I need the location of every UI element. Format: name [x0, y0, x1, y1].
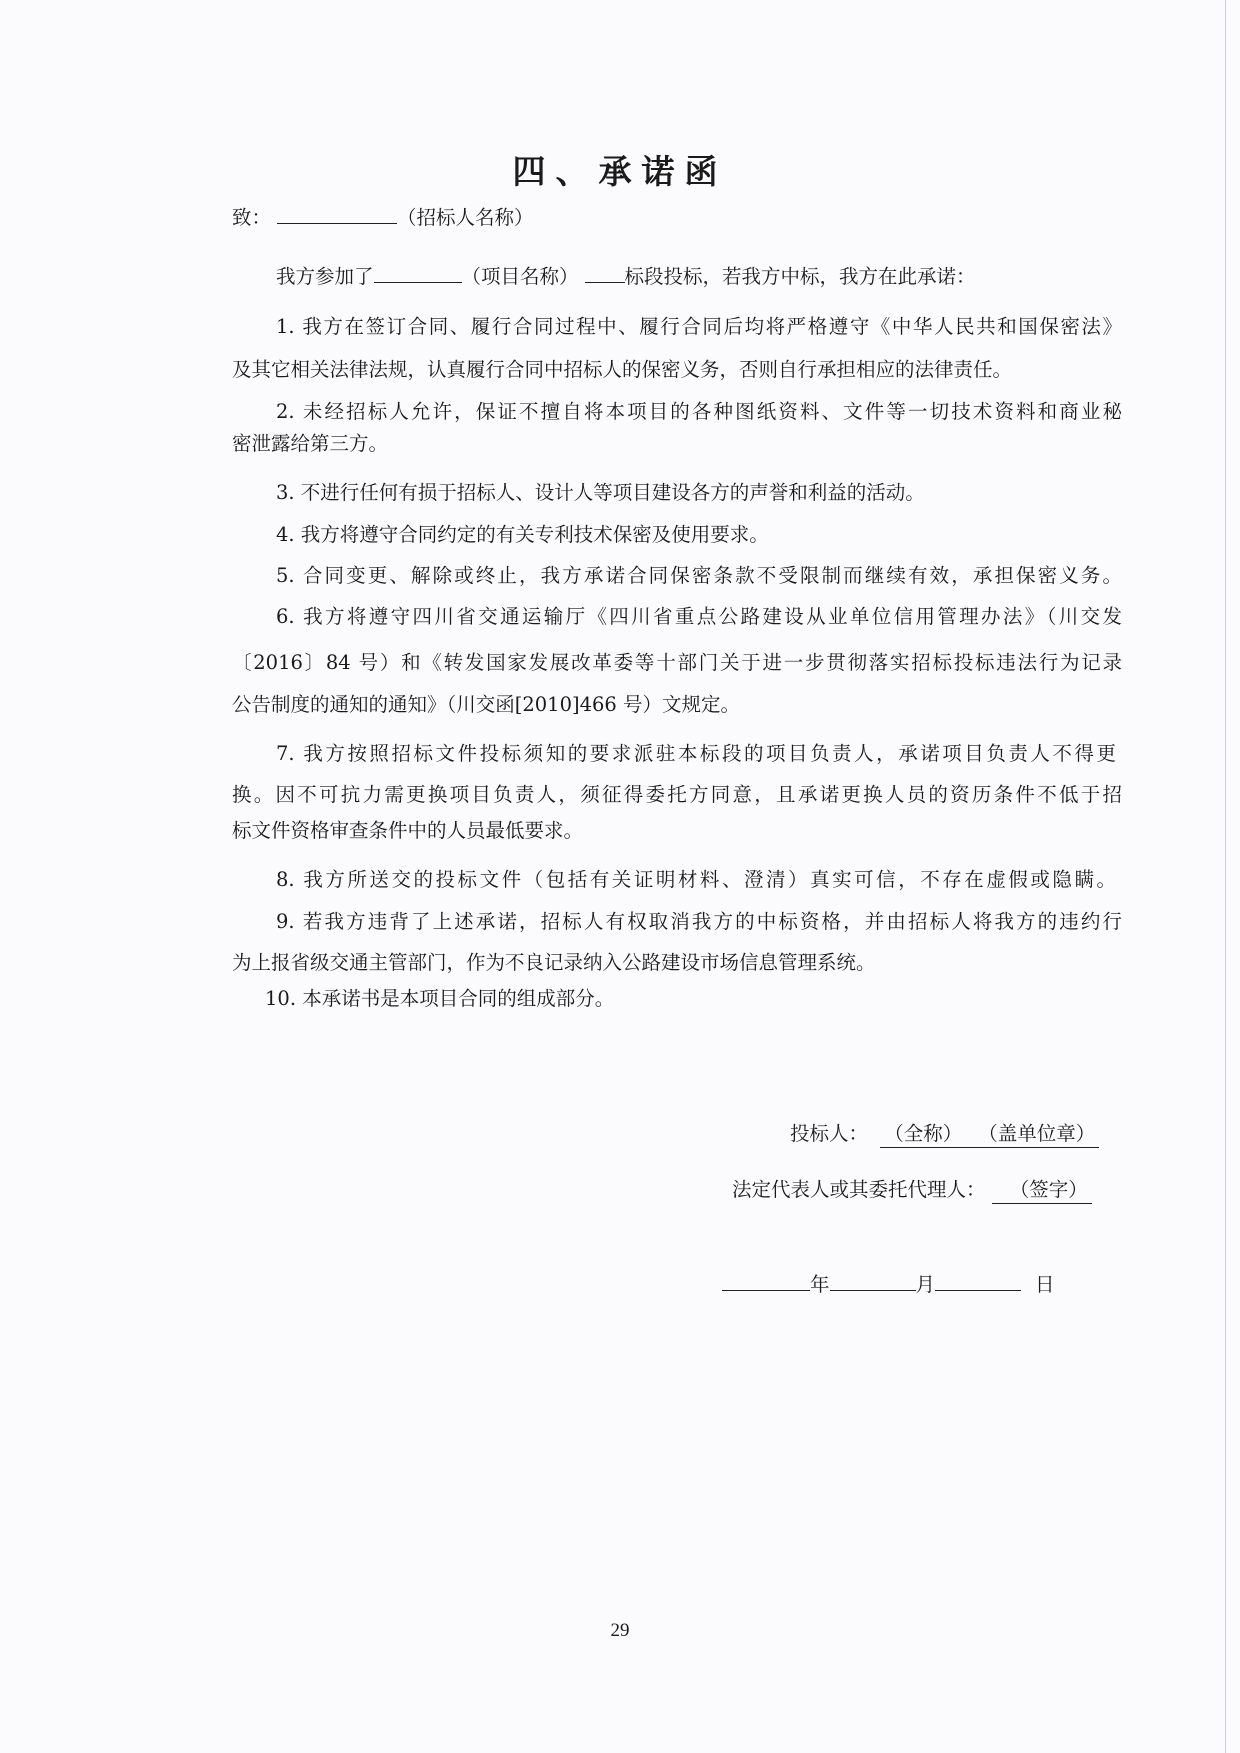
item-6-line-2: 〔2016〕84 号）和《转发国家发展改革委等十部门关于进一步贯彻落实招标投标违法行为记录 — [232, 651, 1122, 674]
intro-line — [276, 262, 976, 291]
year-label: 年 — [810, 1273, 830, 1296]
bidder-label: 投标人： — [790, 1122, 869, 1145]
page-number: 29 — [610, 1620, 630, 1641]
addressee-line — [232, 203, 534, 232]
item-9-line-1: 9. 若我方违背了上述承诺，招标人有权取消我方的中标资格，并由招标人将我方的违约行 — [276, 910, 1122, 933]
addressee-blank[interactable] — [277, 203, 397, 224]
bidder-fullname: （全称） — [884, 1122, 963, 1145]
representative-sign-field[interactable] — [992, 1178, 1092, 1204]
item-2-line-1: 2. 未经招标人允许，保证不擅自将本项目的各种图纸资料、文件等一切技术资料和商业秘 — [276, 400, 1122, 423]
year-blank[interactable] — [722, 1270, 810, 1291]
addressee-prefix: 致： — [232, 206, 272, 229]
item-6-line-1: 6. 我方将遵守四川省交通运输厅《四川省重点公路建设从业单位信用管理办法》（川交发 — [276, 605, 1122, 628]
item-3: 3. 不进行任何有损于招标人、设计人等项目建设各方的声誉和利益的活动。 — [276, 481, 925, 504]
bidder-seal: （盖单位章） — [978, 1122, 1096, 1145]
item-4: 4. 我方将遵守合同约定的有关专利技术保密及使用要求。 — [276, 523, 769, 546]
representative-line — [732, 1176, 1092, 1204]
item-10: 10. 本承诺书是本项目合同的组成部分。 — [265, 987, 615, 1010]
addressee-placeholder: （招标人名称） — [397, 206, 534, 229]
project-name-blank[interactable] — [374, 262, 462, 283]
item-9-line-2: 为上报省级交通主管部门，作为不良记录纳入公路建设市场信息管理系统。 — [232, 951, 876, 974]
date-line — [722, 1270, 1055, 1299]
item-7-line-3: 标文件资格审查条件中的人员最低要求。 — [232, 819, 584, 842]
representative-label: 法定代表人或其委托代理人： — [732, 1178, 986, 1201]
intro-text-1: 我方参加了 — [276, 265, 374, 288]
month-label: 月 — [915, 1273, 936, 1296]
day-label: 日 — [1035, 1273, 1055, 1296]
section-blank[interactable] — [585, 262, 625, 283]
page-edge — [1225, 0, 1226, 1753]
item-6-line-3: 公告制度的通知的通知》（川交函[2010]466 号）文规定。 — [232, 693, 741, 716]
day-blank[interactable] — [935, 1270, 1021, 1291]
intro-text-3: 标段投标，若我方中标，我方在此承诺： — [624, 265, 976, 288]
item-1-line-1: 1. 我方在签订合同、履行合同过程中、履行合同后均将严格遵守《中华人民共和国保密法》 — [276, 315, 1122, 338]
item-5: 5. 合同变更、解除或终止，我方承诺合同保密条款不受限制而继续有效，承担保密义务。 — [276, 564, 1122, 587]
item-1-line-2: 及其它相关法律法规，认真履行合同中招标人的保密义务，否则自行承担相应的法律责任。 — [232, 358, 1013, 381]
item-7-line-2: 换。因不可抗力需更换项目负责人，须征得委托方同意，且承诺更换人员的资历条件不低于招 — [232, 783, 1122, 806]
item-7-line-1: 7. 我方按照招标文件投标须知的要求派驻本标段的项目负责人，承诺项目负责人不得更 — [276, 742, 1116, 765]
bidder-field[interactable] — [880, 1122, 1099, 1148]
document-title: 四、承诺函 — [512, 152, 728, 191]
bidder-line — [790, 1120, 1099, 1148]
item-8: 8. 我方所送交的投标文件（包括有关证明材料、澄清）真实可信，不存在虚假或隐瞒。 — [276, 868, 1116, 891]
month-blank[interactable] — [830, 1270, 916, 1291]
representative-sign: （签字） — [1009, 1178, 1088, 1201]
intro-text-2: （项目名称） — [461, 265, 579, 288]
item-2-line-2: 密泄露给第三方。 — [232, 432, 389, 455]
